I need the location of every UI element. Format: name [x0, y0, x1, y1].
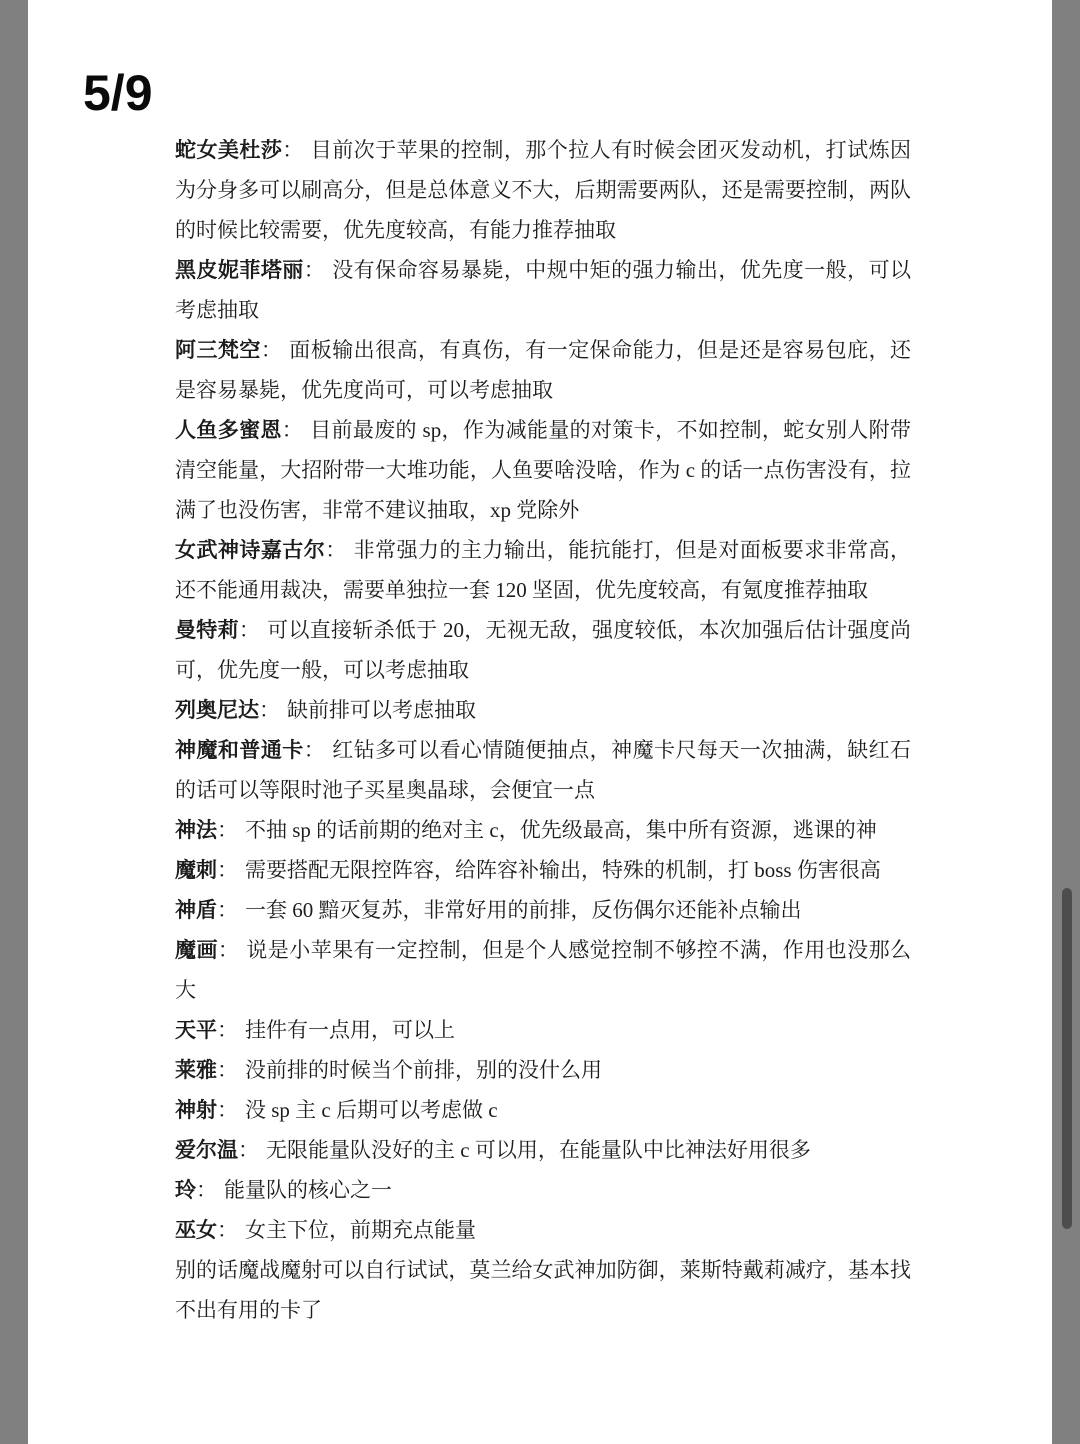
entry-text: 别的话魔战魔射可以自行试试，莫兰给女武神加防御，莱斯特戴莉减疗，基本找不出有用的卡了 — [175, 1258, 911, 1322]
entry-name: 巫女 — [175, 1218, 217, 1242]
entry-text: 目前最废的 sp，作为减能量的对策卡，不如控制，蛇女别人附带清空能量，大招附带一大堆功能，人鱼要啥没啥，作为 c 的话一点伤害没有，拉满了也没伤害，非常不建议抽取，xp 党除外 — [175, 418, 912, 522]
entry-name: 人鱼多蜜恩 — [175, 418, 282, 442]
entry-separator: ： — [238, 618, 261, 642]
entry-text: 不抽 sp 的话前期的绝对主 c，优先级最高，集中所有资源，逃课的神 — [245, 818, 877, 842]
entry-text: 目前次于苹果的控制，那个拉人有时候会团灭发动机，打试炼因为分身多可以刷高分，但是总体意义不大，后期需要两队，还是需要控制，两队的时候比较需要，优先度较高，有能力推荐抽取 — [175, 138, 912, 242]
entry-separator: ： — [217, 1218, 238, 1242]
paragraph — [175, 850, 911, 890]
entry-separator: ： — [217, 898, 238, 922]
paragraph — [175, 610, 911, 690]
entry-text: 没前排的时候当个前排，别的没什么用 — [245, 1058, 602, 1082]
entry-separator: ： — [217, 938, 240, 962]
entry-separator: ： — [325, 538, 347, 562]
paragraph — [175, 530, 911, 610]
entry-text: 一套 60 黯灭复苏，非常好用的前排，反伤偶尔还能补点输出 — [245, 898, 802, 922]
paragraph — [175, 410, 911, 530]
document-page — [28, 0, 1052, 1444]
entry-name: 曼特莉 — [175, 618, 239, 642]
entry-name: 天平 — [175, 1018, 217, 1042]
entry-name: 神射 — [175, 1098, 217, 1122]
paragraph — [175, 330, 911, 410]
entry-text: 能量队的核心之一 — [224, 1178, 392, 1202]
entry-separator: ： — [260, 338, 283, 362]
entry-separator: ： — [259, 698, 280, 722]
entry-text: 挂件有一点用，可以上 — [245, 1018, 455, 1042]
scrollbar-thumb[interactable] — [1062, 888, 1072, 1229]
entry-name: 爱尔温 — [175, 1138, 238, 1162]
entry-name: 蛇女美杜莎 — [175, 138, 283, 162]
paragraph — [175, 930, 911, 1010]
entry-separator: ： — [196, 1178, 217, 1202]
entry-name: 阿三梵空 — [175, 338, 261, 362]
paragraph — [175, 1010, 911, 1050]
paragraph — [175, 690, 911, 730]
paragraph — [175, 1050, 911, 1090]
entry-text: 可以直接斩杀低于 20，无视无敌，强度较低，本次加强后估计强度尚可，优先度一般，可以考虑抽取 — [175, 618, 912, 682]
paragraph — [175, 1250, 911, 1330]
entry-text: 没 sp 主 c 后期可以考虑做 c — [245, 1098, 498, 1122]
entry-separator: ： — [303, 738, 326, 762]
entry-text: 无限能量队没好的主 c 可以用，在能量队中比神法好用很多 — [266, 1138, 811, 1162]
entry-text: 需要搭配无限控阵容，给阵容补输出，特殊的机制，打 boss 伤害很高 — [245, 858, 881, 882]
entry-separator: ： — [217, 1098, 238, 1122]
document-body — [175, 130, 911, 1330]
entry-text: 没有保命容易暴毙，中规中矩的强力输出，优先度一般，可以考虑抽取 — [175, 258, 912, 322]
entry-name: 女武神诗嘉古尔 — [175, 538, 326, 562]
paragraph — [175, 810, 911, 850]
paragraph — [175, 1210, 911, 1250]
entry-text: 红钻多可以看心情随便抽点，神魔卡尺每天一次抽满，缺红石的话可以等限时池子买星奥晶球，会便宜一点 — [175, 738, 912, 802]
scrollbar[interactable] — [1052, 0, 1080, 1444]
entry-name: 神法 — [175, 818, 217, 842]
paragraph — [175, 250, 911, 330]
paragraph — [175, 1170, 911, 1210]
entry-name: 莱雅 — [175, 1058, 217, 1082]
entry-separator: ： — [281, 418, 304, 442]
entry-text: 非常强力的主力输出，能抗能打，但是对面板要求非常高，还不能通用裁决，需要单独拉一套 120 坚固，优先度较高，有氪度推荐抽取 — [175, 538, 912, 602]
entry-separator: ： — [238, 1138, 259, 1162]
entry-name: 魔画 — [175, 938, 218, 962]
entry-separator: ： — [303, 258, 326, 282]
paragraph — [175, 130, 911, 250]
entry-text: 缺前排可以考虑抽取 — [287, 698, 476, 722]
entry-name: 玲 — [175, 1178, 196, 1202]
entry-name: 神魔和普通卡 — [175, 738, 304, 762]
paragraph — [175, 730, 911, 810]
entry-name: 神盾 — [175, 898, 217, 922]
paragraph — [175, 1130, 911, 1170]
entry-text: 面板输出很高，有真伤，有一定保命能力，但是还是容易包庇，还是容易暴毙，优先度尚可，可以考虑抽取 — [175, 338, 912, 402]
entry-name: 列奥尼达 — [175, 698, 259, 722]
paragraph — [175, 1090, 911, 1130]
page-number: 5/9 — [83, 65, 153, 121]
entry-separator: ： — [217, 1058, 238, 1082]
entry-text: 女主下位，前期充点能量 — [245, 1218, 476, 1242]
entry-separator: ： — [217, 858, 238, 882]
entry-name: 黑皮妮菲塔丽 — [175, 258, 304, 282]
entry-text: 说是小苹果有一定控制，但是个人感觉控制不够控不满，作用也没那么大 — [175, 938, 912, 1002]
entry-separator: ： — [282, 138, 304, 162]
paragraph — [175, 890, 911, 930]
entry-separator: ： — [217, 818, 238, 842]
entry-separator: ： — [217, 1018, 238, 1042]
entry-name: 魔刺 — [175, 858, 217, 882]
